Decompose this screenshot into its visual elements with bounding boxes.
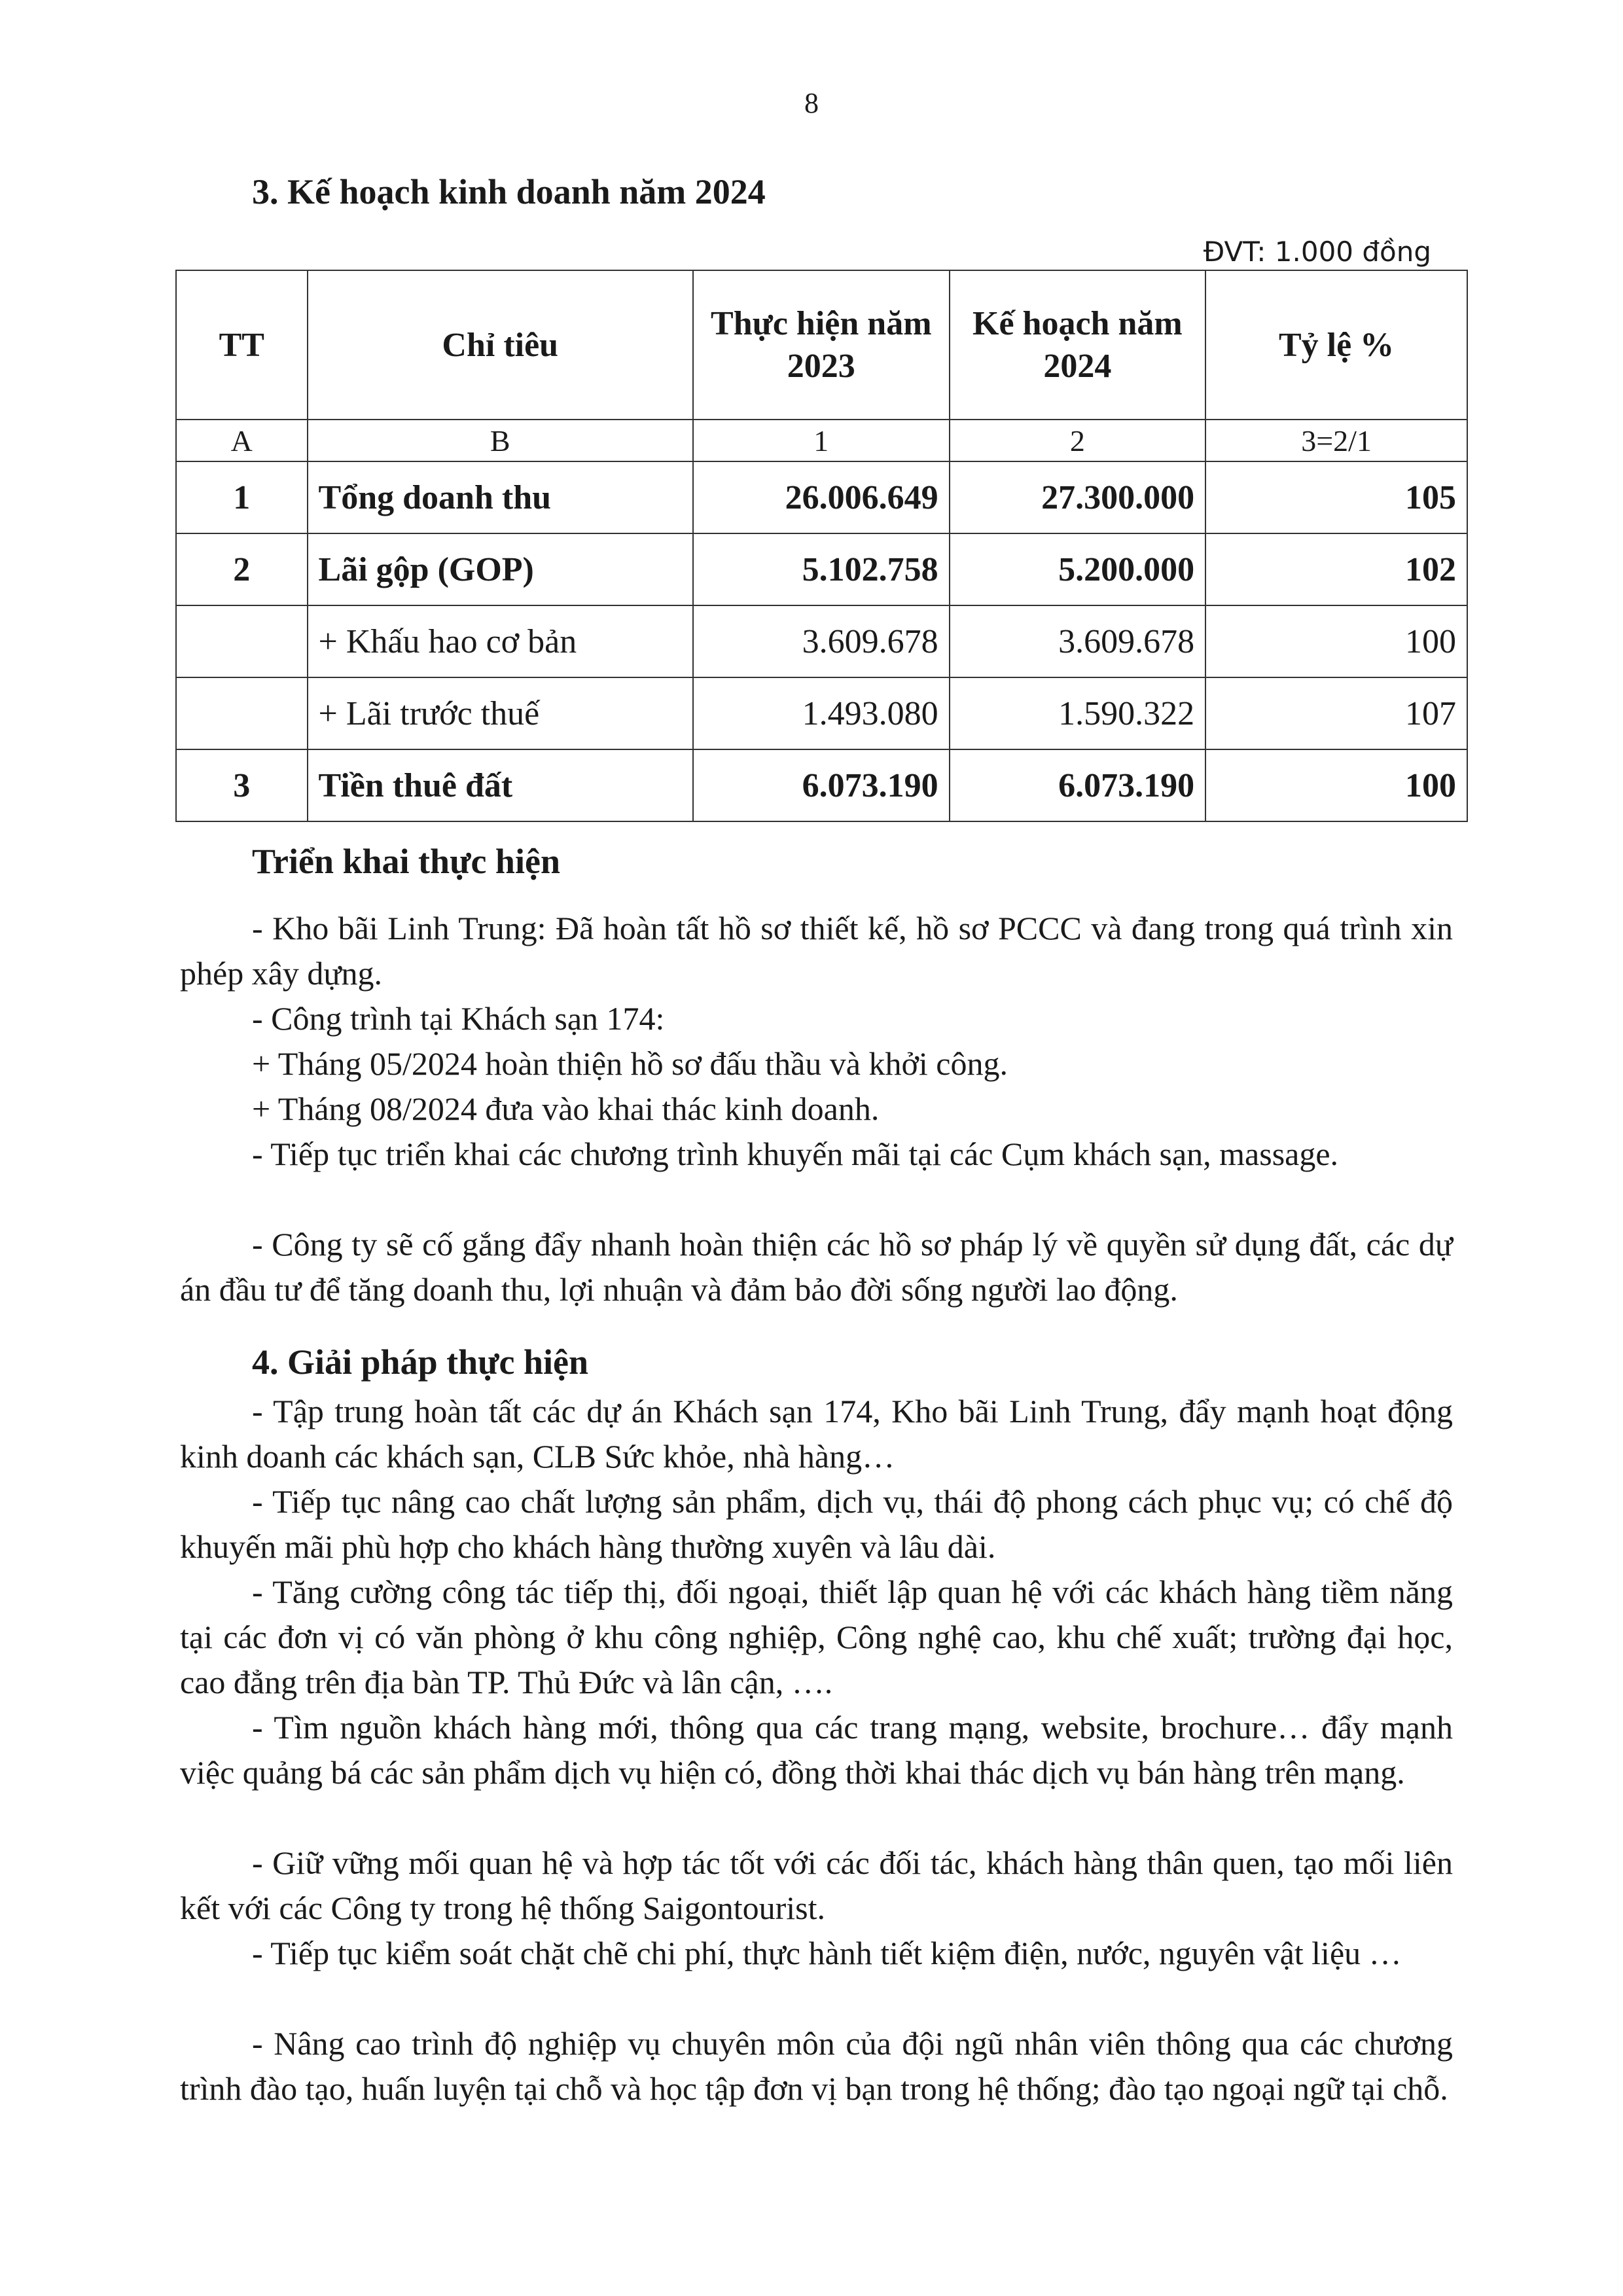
paragraph	[180, 1041, 1453, 1086]
table-cell: 6.073.190	[950, 749, 1206, 821]
paragraph-text: + Tháng 05/2024 hoàn thiện hồ sơ đấu thầu và khởi công.	[252, 1045, 1008, 1082]
implementation-heading: Triển khai thực hiện	[252, 842, 560, 881]
table-cell: 100	[1205, 605, 1467, 677]
table-cell: 26.006.649	[693, 461, 950, 533]
header-ratio: Tỷ lệ %	[1205, 270, 1467, 420]
section-4-heading: 4. Giải pháp thực hiện	[252, 1342, 589, 1382]
table-cell: 107	[1205, 677, 1467, 749]
table-cell: 3=2/1	[1205, 420, 1467, 461]
table-cell: A	[176, 420, 308, 461]
table-cell: B	[308, 420, 693, 461]
table-cell: Tổng doanh thu	[308, 461, 693, 533]
paragraph	[180, 1222, 1453, 1312]
paragraph	[180, 906, 1453, 996]
table-cell	[176, 677, 308, 749]
table-index-row	[176, 420, 1467, 461]
paragraph	[180, 1086, 1453, 1132]
table-cell: Lãi gộp (GOP)	[308, 533, 693, 605]
table-row	[176, 533, 1467, 605]
table-cell: + Khấu hao cơ bản	[308, 605, 693, 677]
table-cell: 3.609.678	[950, 605, 1206, 677]
page-number: 8	[804, 87, 819, 119]
table-cell: 27.300.000	[950, 461, 1206, 533]
table-cell: 2	[176, 533, 308, 605]
paragraph-text: - Tiếp tục triển khai các chương trình khuyến mãi tại các Cụm khách sạn, massage.	[252, 1136, 1339, 1172]
header-actual-2023: Thực hiện năm 2023	[693, 270, 950, 420]
table-cell: 102	[1205, 533, 1467, 605]
paragraph	[180, 2021, 1453, 2111]
header-indicator: Chỉ tiêu	[308, 270, 693, 420]
paragraph-text: - Công trình tại Khách sạn 174:	[252, 1000, 665, 1037]
paragraph	[180, 1479, 1453, 1570]
paragraph-text: - Tìm nguồn khách hàng mới, thông qua các trang mạng, website, brochure… đẩy mạnh việc quảng bá các sản phẩm dịch vụ hiện có, đồng thời khai thác dịch vụ bán hàng trên mạng.	[180, 1709, 1453, 1791]
section-3-heading: 3. Kế hoạch kinh doanh năm 2024	[252, 172, 766, 211]
table-cell: 6.073.190	[693, 749, 950, 821]
paragraph-text: - Nâng cao trình độ nghiệp vụ chuyên môn của đội ngũ nhân viên thông qua các chương trình đào tạo, huấn luyện tại chỗ và học tập đơn vị bạn trong hệ thống; đào tạo ngoại ngữ tại chỗ.	[180, 2025, 1453, 2107]
table-cell: 100	[1205, 749, 1467, 821]
paragraph-text: - Giữ vững mối quan hệ và hợp tác tốt với các đối tác, khách hàng thân quen, tạo mối liên kết với các Công ty trong hệ thống Saigontourist.	[180, 1844, 1453, 1926]
paragraph-text: - Tập trung hoàn tất các dự án Khách sạn 174, Kho bãi Linh Trung, đẩy mạnh hoạt động kinh doanh các khách sạn, CLB Sức khỏe, nhà hàng…	[180, 1393, 1453, 1475]
table-cell: 1	[176, 461, 308, 533]
paragraph	[180, 1570, 1453, 1705]
table-row	[176, 461, 1467, 533]
paragraph	[180, 1389, 1453, 1479]
paragraph-text: - Kho bãi Linh Trung: Đã hoàn tất hồ sơ thiết kế, hồ sơ PCCC và đang trong quá trình xin phép xây dựng.	[180, 910, 1453, 992]
table-cell: 1.590.322	[950, 677, 1206, 749]
paragraph	[180, 1931, 1453, 1976]
table-row	[176, 605, 1467, 677]
table-row	[176, 677, 1467, 749]
paragraph	[180, 1840, 1453, 1931]
table-cell: 5.200.000	[950, 533, 1206, 605]
paragraph	[180, 1705, 1453, 1795]
unit-note: ĐVT: 1.000 đồng	[1203, 236, 1431, 268]
paragraph-text: - Công ty sẽ cố gắng đẩy nhanh hoàn thiện các hồ sơ pháp lý về quyền sử dụng đất, các dự án đầu tư để tăng doanh thu, lợi nhuận và đảm bảo đời sống người lao động.	[180, 1226, 1453, 1308]
table-cell: Tiền thuê đất	[308, 749, 693, 821]
table-row	[176, 749, 1467, 821]
table-cell: 5.102.758	[693, 533, 950, 605]
table-cell: 3	[176, 749, 308, 821]
business-plan-table	[175, 270, 1468, 822]
table-cell: 1.493.080	[693, 677, 950, 749]
table-cell	[176, 605, 308, 677]
paragraph	[180, 996, 1453, 1041]
header-tt: TT	[176, 270, 308, 420]
table-cell: 105	[1205, 461, 1467, 533]
table-cell: + Lãi trước thuế	[308, 677, 693, 749]
header-plan-2024: Kế hoạch năm 2024	[950, 270, 1206, 420]
table-cell: 3.609.678	[693, 605, 950, 677]
paragraph-text: + Tháng 08/2024 đưa vào khai thác kinh doanh.	[252, 1090, 880, 1127]
paragraph	[180, 1132, 1453, 1177]
table-cell: 1	[693, 420, 950, 461]
paragraph-text: - Tiếp tục kiểm soát chặt chẽ chi phí, thực hành tiết kiệm điện, nước, nguyên vật liệu …	[252, 1935, 1402, 1971]
table-header-row	[176, 270, 1467, 420]
paragraph-text: - Tăng cường công tác tiếp thị, đối ngoại, thiết lập quan hệ với các khách hàng tiềm năng tại các đơn vị có văn phòng ở khu công nghiệp, Công nghệ cao, khu chế xuất; trường đại học, cao đẳng trên địa bàn TP. Thủ Đức và lân cận, ….	[180, 1573, 1453, 1700]
table-cell: 2	[950, 420, 1206, 461]
paragraph-text: - Tiếp tục nâng cao chất lượng sản phẩm, dịch vụ, thái độ phong cách phục vụ; có chế độ khuyến mãi phù hợp cho khách hàng thường xuyên và lâu dài.	[180, 1483, 1453, 1565]
